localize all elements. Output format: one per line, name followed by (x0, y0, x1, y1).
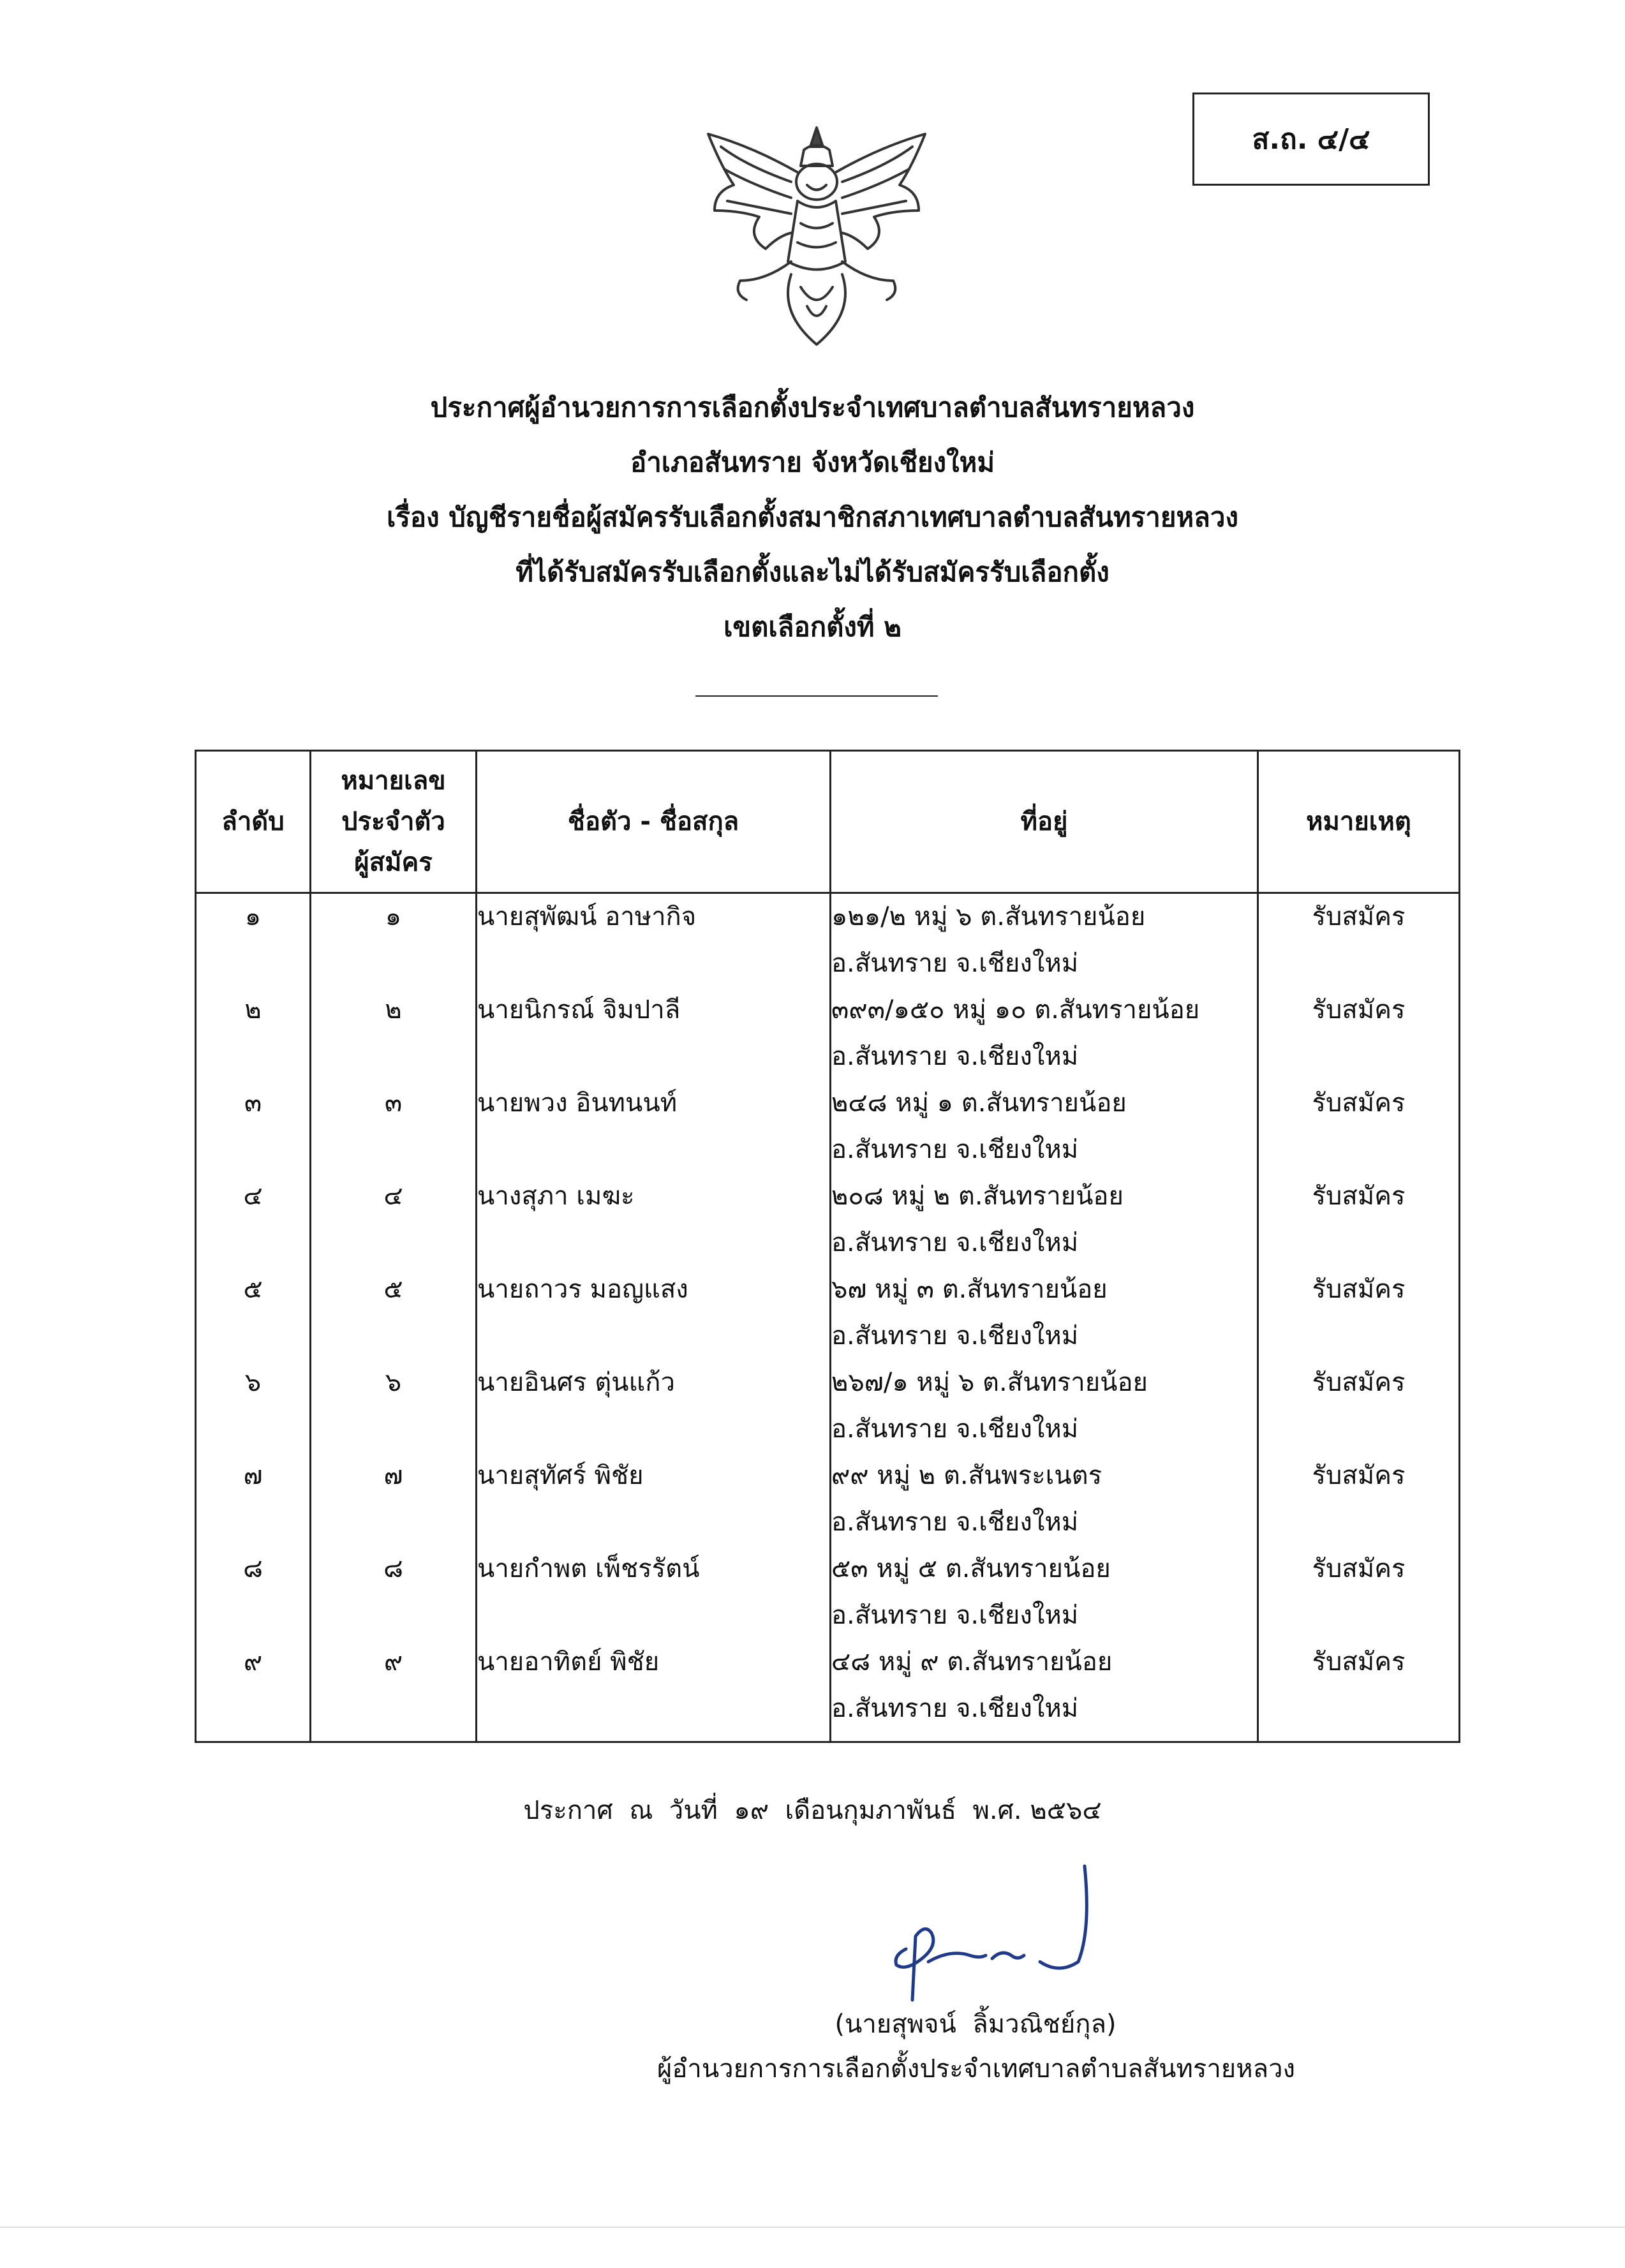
cell-address (831, 1639, 1258, 1742)
cell-order: ๔ (196, 1173, 311, 1266)
address-line-1: ๑๒๑/๒ หมู่ ๖ ต.สันทรายน้อย (831, 902, 1146, 931)
cell-number: ๙ (311, 1639, 477, 1742)
address-line-2: อ.สันทราย จ.เชียงใหม่ (831, 1508, 1079, 1537)
cell-order: ๙ (196, 1639, 311, 1742)
header-number-line-1: หมายเลข (341, 766, 446, 796)
header-name: ชื่อตัว - ชื่อสกุล (477, 751, 831, 893)
table-row (196, 1266, 1460, 1360)
cell-address (831, 893, 1258, 988)
cell-remark: รับสมัคร (1258, 1080, 1460, 1173)
cell-order: ๗ (196, 1453, 311, 1546)
heading-line-2: อำเภอสันทราย จังหวัดเชียงใหม่ (630, 447, 995, 478)
form-code-text: ส.ถ. ๔/๔ (1252, 123, 1370, 156)
cell-remark: รับสมัคร (1258, 1266, 1460, 1360)
cell-address (831, 1266, 1258, 1360)
cell-number: ๔ (311, 1173, 477, 1266)
cell-address (831, 987, 1258, 1080)
cell-name: นายสุทัศร์ พิชัย (477, 1453, 831, 1546)
cell-name: นายอินศร ตุ่นแก้ว (477, 1360, 831, 1453)
heading-line-1: ประกาศผู้อำนวยการการเลือกตั้งประจำเทศบาลตำบลสันทรายหลวง (430, 392, 1195, 423)
address-line-1: ๔๘ หมู่ ๙ ต.สันทรายน้อย (831, 1647, 1113, 1677)
announcement-date: ประกาศ ณ วันที่ ๑๙ เดือนกุมภาพันธ์ พ.ศ. ๒๕๖๔ (523, 1796, 1102, 1825)
cell-remark: รับสมัคร (1258, 893, 1460, 988)
garuda-emblem-icon (695, 121, 938, 357)
cell-number: ๘ (311, 1546, 477, 1639)
cell-remark: รับสมัคร (1258, 1546, 1460, 1639)
cell-order: ๖ (196, 1360, 311, 1453)
address-line-2: อ.สันทราย จ.เชียงใหม่ (831, 1414, 1079, 1444)
cell-number: ๖ (311, 1360, 477, 1453)
table-row (196, 1453, 1460, 1546)
cell-address (831, 1360, 1258, 1453)
heading-line-3: เรื่อง บัญชีรายชื่อผู้สมัครรับเลือกตั้งสมาชิกสภาเทศบาลตำบลสันทรายหลวง (386, 501, 1239, 533)
form-code-box (1192, 93, 1430, 186)
cell-number: ๕ (311, 1266, 477, 1360)
candidate-table (195, 750, 1460, 1743)
cell-order: ๕ (196, 1266, 311, 1360)
header-order: ลำดับ (196, 751, 311, 893)
cell-remark: รับสมัคร (1258, 1173, 1460, 1266)
header-number-line-3: ผู้สมัคร (354, 848, 433, 877)
header-address: ที่อยู่ (831, 751, 1258, 893)
cell-name: นายนิกรณ์ จิมปาลี (477, 987, 831, 1080)
address-line-2: อ.สันทราย จ.เชียงใหม่ (831, 1228, 1079, 1257)
address-line-1: ๒๖๗/๑ หมู่ ๖ ต.สันทรายน้อย (831, 1368, 1148, 1397)
cell-name: นายอาทิตย์ พิชัย (477, 1639, 831, 1742)
address-line-2: อ.สันทราย จ.เชียงใหม่ (831, 1694, 1079, 1723)
cell-name: นายถาวร มอญแสง (477, 1266, 831, 1360)
address-line-1: ๖๗ หมู่ ๓ ต.สันทรายน้อย (831, 1275, 1108, 1304)
table-row (196, 987, 1460, 1080)
address-line-2: อ.สันทราย จ.เชียงใหม่ (831, 1601, 1079, 1630)
table-row (196, 1080, 1460, 1173)
header-remark: หมายเหตุ (1258, 751, 1460, 893)
cell-name: นางสุภา เมฆะ (477, 1173, 831, 1266)
address-line-1: ๙๙ หมู่ ๒ ต.สันพระเนตร (831, 1461, 1102, 1490)
cell-order: ๑ (196, 893, 311, 988)
cell-address (831, 1546, 1258, 1639)
address-line-2: อ.สันทราย จ.เชียงใหม่ (831, 949, 1079, 978)
signer-title: ผู้อำนวยการการเลือกตั้งประจำเทศบาลตำบลสันทรายหลวง (657, 2054, 1296, 2084)
address-line-2: อ.สันทราย จ.เชียงใหม่ (831, 1042, 1079, 1071)
cell-remark: รับสมัคร (1258, 1360, 1460, 1453)
cell-address (831, 1453, 1258, 1546)
cell-number: ๑ (311, 893, 477, 988)
page-bottom-divider (0, 2227, 1625, 2228)
cell-number: ๒ (311, 987, 477, 1080)
table-row (196, 1546, 1460, 1639)
cell-number: ๓ (311, 1080, 477, 1173)
address-line-2: อ.สันทราย จ.เชียงใหม่ (831, 1321, 1079, 1351)
address-line-2: อ.สันทราย จ.เชียงใหม่ (831, 1135, 1079, 1164)
heading-line-5: เขตเลือกตั้งที่ ๒ (723, 611, 902, 642)
cell-order: ๓ (196, 1080, 311, 1173)
cell-remark: รับสมัคร (1258, 1639, 1460, 1742)
table-row (196, 893, 1460, 988)
cell-name: นายสุพัฒน์ อาษากิจ (477, 893, 831, 988)
address-line-1: ๓๙๓/๑๕๐ หมู่ ๑๐ ต.สันทรายน้อย (831, 995, 1200, 1025)
cell-name: นายพวง อินทนนท์ (477, 1080, 831, 1173)
signature-icon (868, 1853, 1117, 2006)
cell-name: นายกำพต เพ็ชรรัตน์ (477, 1546, 831, 1639)
cell-address (831, 1173, 1258, 1266)
address-line-1: ๒๐๘ หมู่ ๒ ต.สันทรายน้อย (831, 1182, 1124, 1211)
address-line-1: ๕๓ หมู่ ๕ ต.สันทรายน้อย (831, 1554, 1111, 1583)
table-row (196, 1639, 1460, 1742)
cell-remark: รับสมัคร (1258, 1453, 1460, 1546)
address-line-1: ๒๔๘ หมู่ ๑ ต.สันทรายน้อย (831, 1088, 1127, 1118)
table-row (196, 1173, 1460, 1266)
header-candidate-number (311, 751, 477, 893)
heading-divider (695, 695, 938, 697)
heading-line-4: ที่ได้รับสมัครรับเลือกตั้งและไม่ได้รับสมัครรับเลือกตั้ง (516, 556, 1109, 588)
cell-remark: รับสมัคร (1258, 987, 1460, 1080)
cell-order: ๒ (196, 987, 311, 1080)
header-number-line-2: ประจำตัว (341, 807, 445, 836)
table-row (196, 1360, 1460, 1453)
cell-order: ๘ (196, 1546, 311, 1639)
cell-address (831, 1080, 1258, 1173)
cell-number: ๗ (311, 1453, 477, 1546)
signer-name: (นายสุพจน์ ลิ้มวณิชย์กุล) (835, 2010, 1117, 2039)
table-header-row (196, 751, 1460, 893)
